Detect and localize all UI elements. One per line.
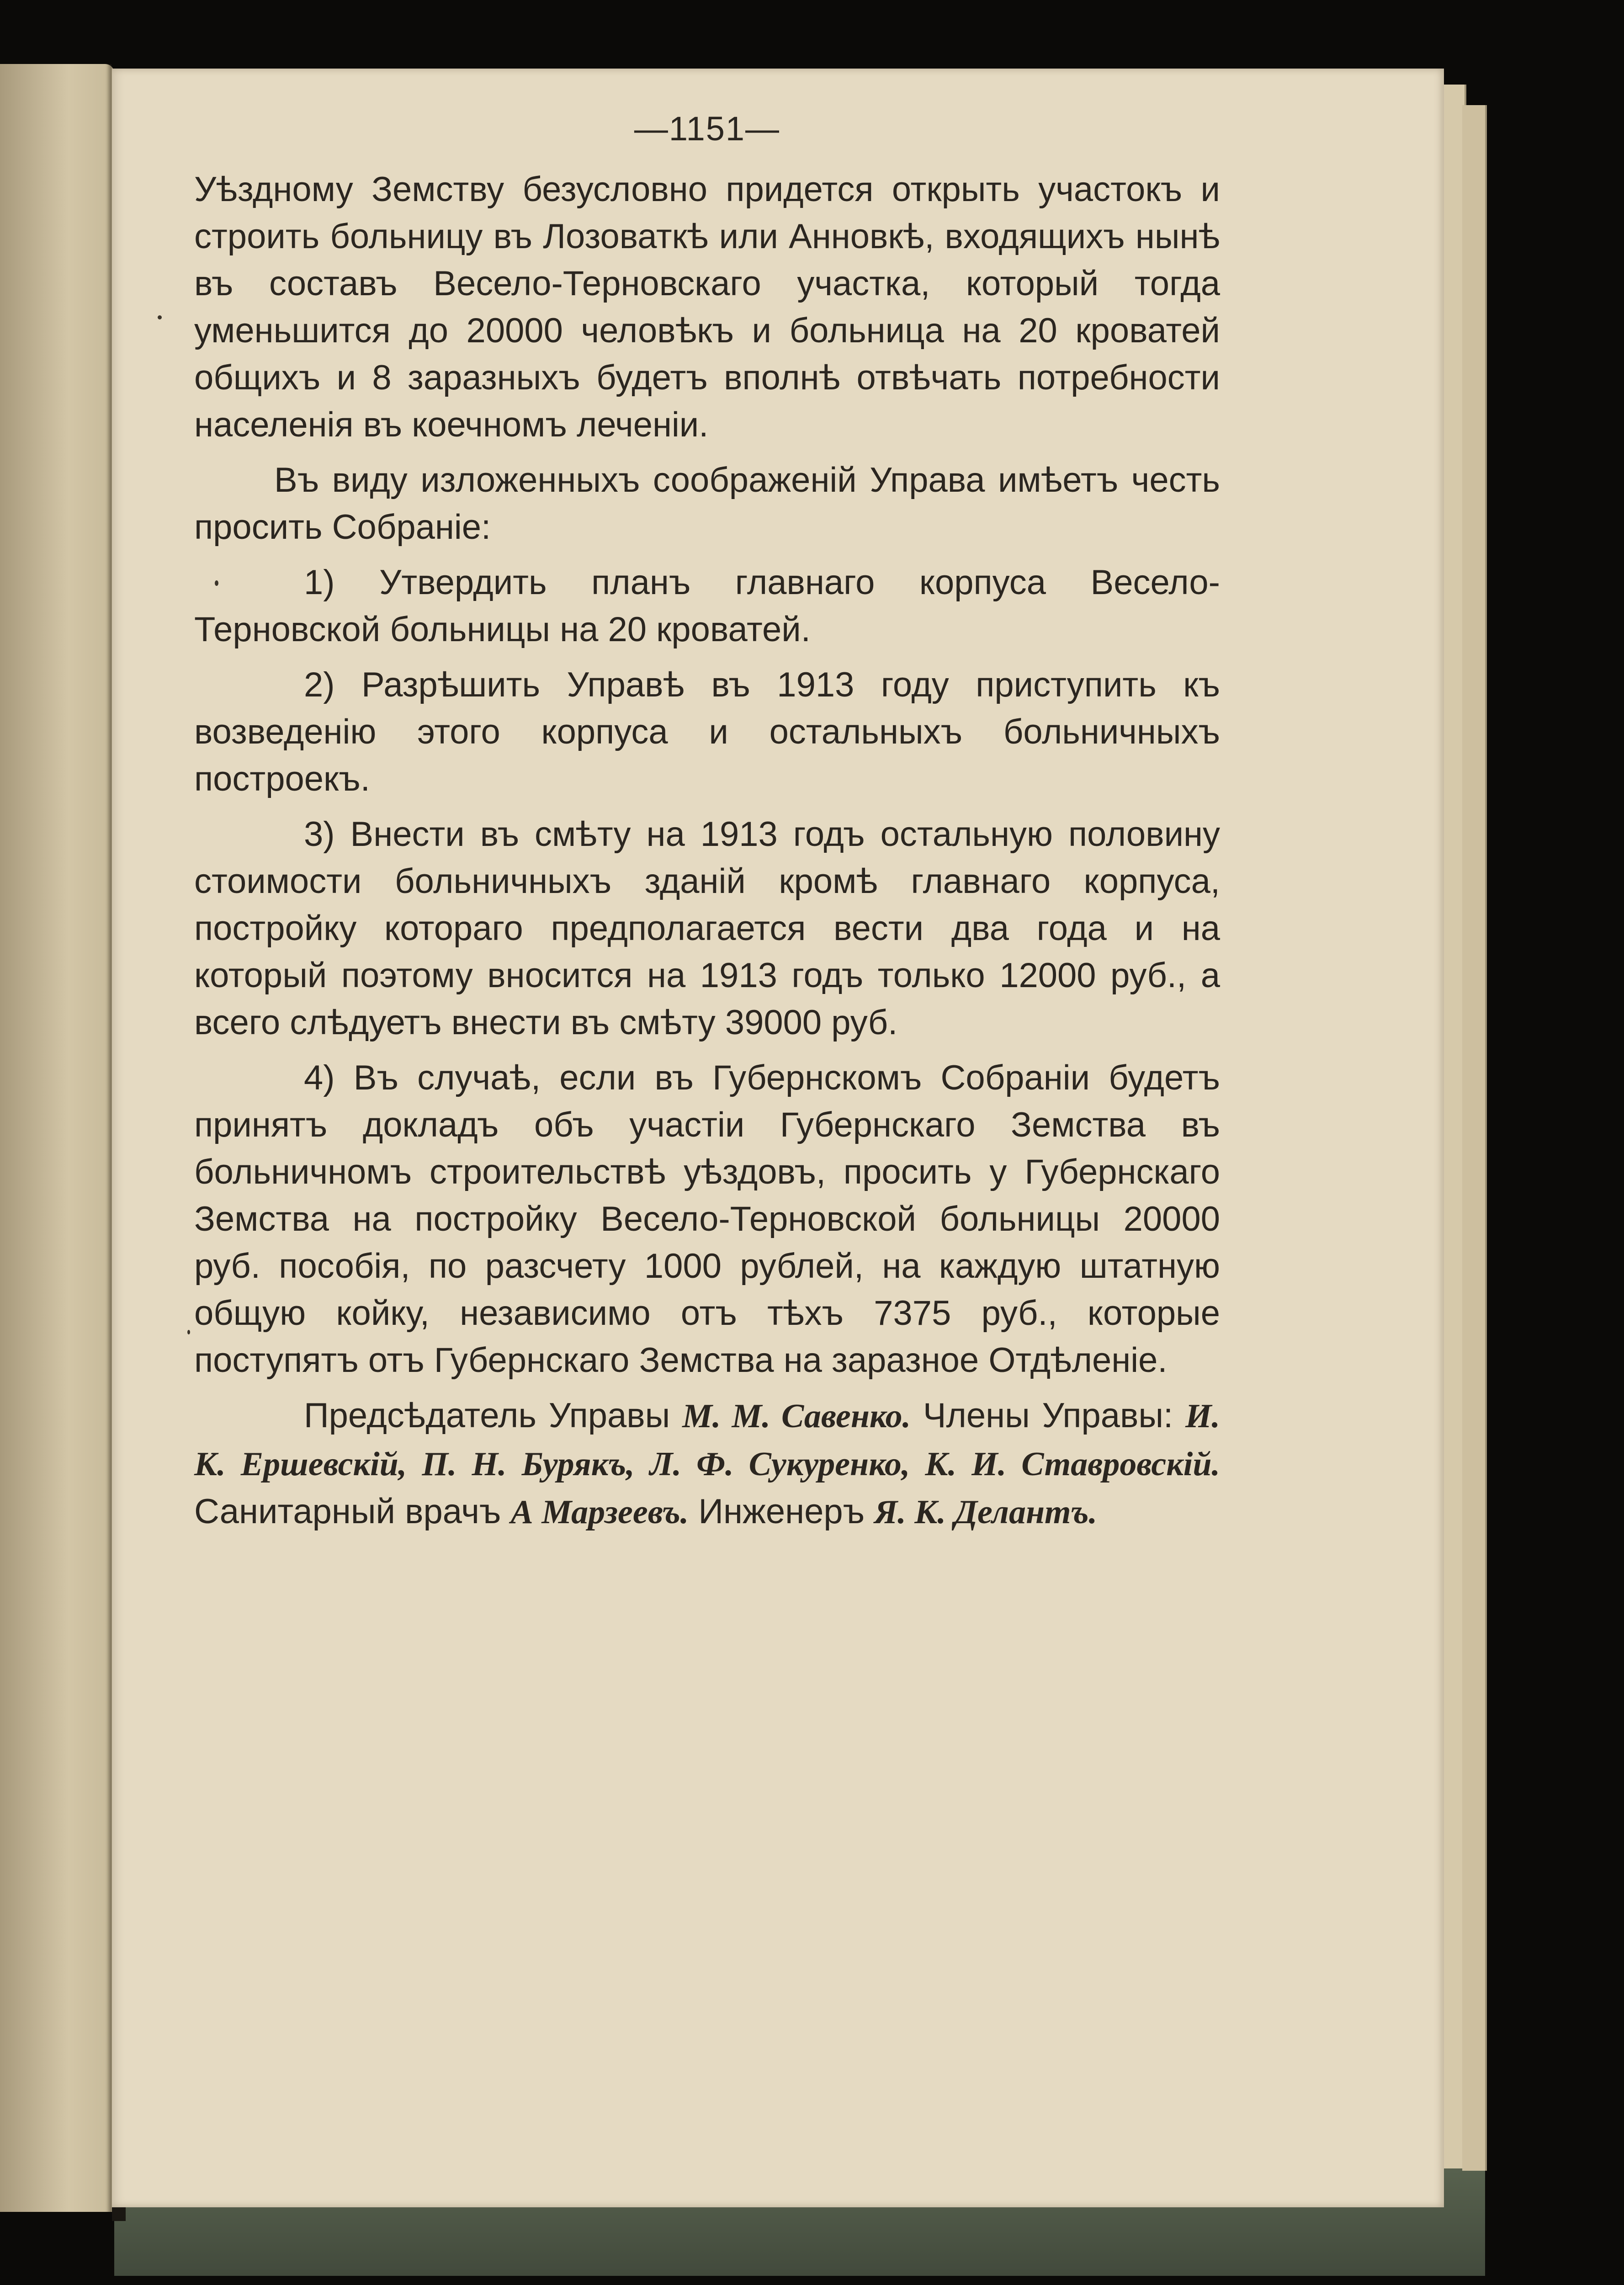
page-stack-edge-back (1462, 105, 1487, 2171)
page-text (194, 105, 1220, 1544)
paragraph: Въ виду изложенныхъ соображеній Управа имѣетъ честь просить Собраніе: (194, 461, 1220, 547)
list-item: 2) Разрѣшить Управѣ въ 1913 году приступить къ возведенію этого корпуса и остальныхъ больничныхъ построекъ. (194, 665, 1220, 798)
list-item: 1) Утвердить планъ главнаго корпуса Весело-Терновской больницы на 20 кроватей. (194, 563, 1220, 649)
signature-text: Члены Управы: (911, 1396, 1185, 1435)
signature-name: Я. К. Делантъ. (874, 1493, 1098, 1531)
facing-page-edge (0, 64, 114, 2212)
signature-text: Санитарный врачъ (194, 1492, 511, 1531)
signature-name: М. М. Савенко. (682, 1398, 911, 1435)
paragraph: Уѣздному Земству безусловно придется открыть участокъ и строить больницу въ Лозоваткѣ или Анновкѣ, входящихъ нынѣ въ составъ Весело-Терновскаго участка, который тогда уменьшится до 20000 человѣкъ и больница на 20 кроватей общихъ и 8 заразныхъ будетъ вполнѣ отвѣчать потребности населенія въ коечномъ леченіи. (194, 170, 1220, 444)
list-item: 3) Внести въ смѣту на 1913 годъ остальную половину стоимости больничныхъ зданій кромѣ главнаго корпуса, постройку котораго предполагается вести два года и на который поэтому вносится на 1913 годъ только 12000 руб., а всего слѣдуетъ внести въ смѣту 39000 руб. (194, 815, 1220, 1042)
page-number: —1151— (634, 110, 780, 148)
signature-text: Предсѣдатель Управы (304, 1396, 683, 1435)
signature-name: А Марзеевъ. (510, 1493, 689, 1531)
signature-block (194, 1392, 1220, 1536)
signature-name: И. К. Ершевскій, П. Н. Бурякъ, Л. Ф. Сукуренко, К. И. Ставровскій. (194, 1398, 1220, 1483)
list-item: 4) Въ случаѣ, если въ Губернскомъ Собраніи будетъ принятъ докладъ объ участіи Губернскаго Земства въ больничномъ строительствѣ уѣздовъ, просить у Губернскаго Земства на постройку Весело-Терновской больницы 20000 руб. пособія, по разсчету 1000 рублей, на каждую штатную общую койку, независимо отъ тѣхъ 7375 руб., которые поступятъ отъ Губернскаго Земства на заразное Отдѣленіе. (194, 1058, 1220, 1380)
signature-text: Инженеръ (689, 1492, 875, 1531)
